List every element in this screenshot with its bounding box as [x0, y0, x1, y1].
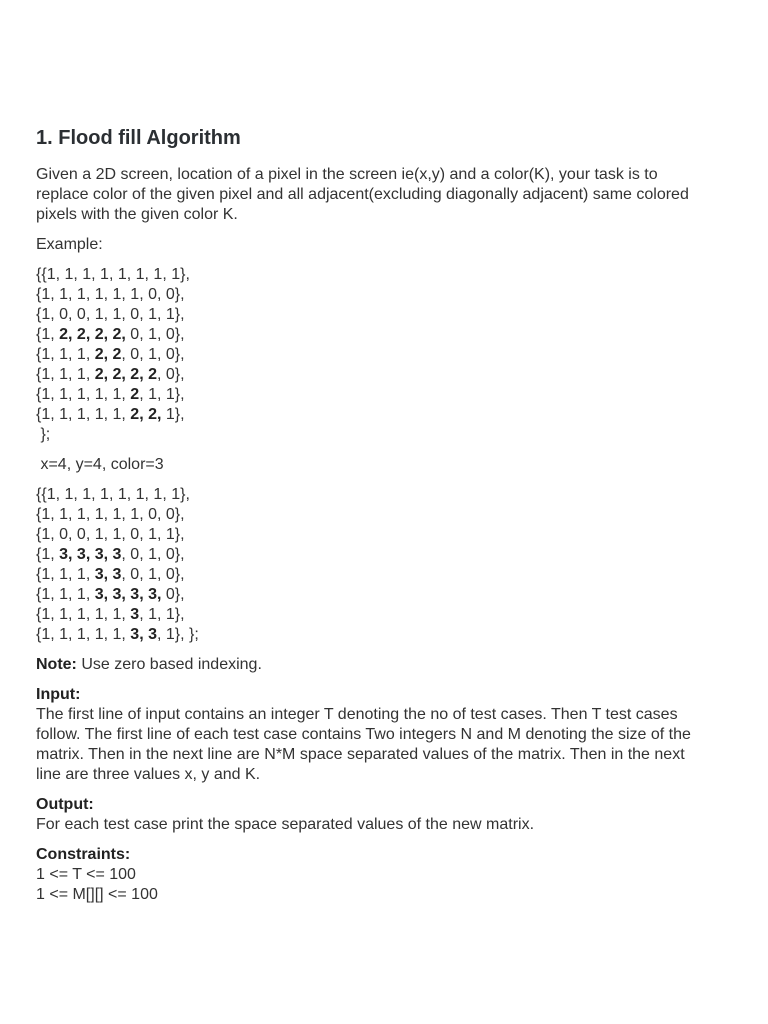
matrix-row	[36, 265, 696, 285]
note-label: Note:	[36, 656, 77, 673]
matrix-cells: };	[36, 426, 51, 443]
problem-description: Given a 2D screen, location of a pixel in the screen ie(x,y) and a color(K), your task is to replace color of the given pixel and all adjacent(excluding diagonally adjacent) same colored pixels with the given color K.	[36, 166, 689, 223]
matrix-row	[36, 585, 696, 605]
matrix-row	[36, 285, 696, 305]
constraints-section	[36, 845, 696, 905]
example-label: Example:	[36, 236, 103, 253]
matrix-highlight-cells: 3, 3	[94, 566, 122, 583]
matrix-cells: {1, 0, 0, 1, 1, 0, 1, 1},	[36, 526, 185, 543]
matrix-cells: {1, 1, 1, 1, 1,	[36, 626, 131, 643]
input-section-text: The first line of input contains an integer T denoting the no of test cases. Then T test cases follow. The first line of each test case contains Two integers N and M denoting the size of the matrix. Then in the next line are N*M space separated values of the matrix. Then in the next line are three values x, y and K.	[36, 706, 691, 783]
matrix-cells: {1, 0, 0, 1, 1, 0, 1, 1},	[36, 306, 185, 323]
constraint-line: 1 <= T <= 100	[36, 866, 136, 883]
matrix-row	[36, 565, 696, 585]
matrix-cells: {1, 1, 1,	[36, 586, 95, 603]
matrix-cells: {1, 1, 1, 1, 1,	[36, 386, 131, 403]
output-matrix	[36, 485, 696, 645]
matrix-cells: {1, 1, 1, 1, 1, 1, 0, 0},	[36, 286, 185, 303]
input-section-label: Input:	[36, 686, 81, 703]
matrix-cells: , 0, 1, 0},	[121, 546, 185, 563]
matrix-highlight-cells: 3	[130, 606, 140, 623]
matrix-cells: {1, 1, 1, 1, 1, 1, 0, 0},	[36, 506, 185, 523]
matrix-cells: {{1, 1, 1, 1, 1, 1, 1, 1},	[36, 486, 190, 503]
matrix-cells: {{1, 1, 1, 1, 1, 1, 1, 1},	[36, 266, 190, 283]
note-text: Use zero based indexing.	[76, 656, 262, 673]
input-matrix	[36, 265, 696, 445]
matrix-cells: {1,	[36, 326, 60, 343]
matrix-row	[36, 605, 696, 625]
matrix-row	[36, 305, 696, 325]
matrix-cells: {1, 1, 1,	[36, 366, 95, 383]
matrix-highlight-cells: 3, 3, 3, 3	[59, 546, 122, 563]
matrix-cells: 1},	[161, 406, 185, 423]
matrix-cells: , 0, 1, 0},	[121, 566, 185, 583]
matrix-cells: {1, 1, 1,	[36, 346, 95, 363]
output-section	[36, 795, 696, 835]
matrix-row	[36, 545, 696, 565]
matrix-row	[36, 325, 696, 345]
matrix-cells: , 1, 1},	[139, 606, 185, 623]
output-section-text: For each test case print the space separated values of the new matrix.	[36, 816, 535, 833]
matrix-highlight-cells: 3, 3	[130, 626, 157, 643]
matrix-cells: , 1}, };	[156, 626, 199, 643]
constraints-label: Constraints:	[36, 846, 131, 863]
matrix-cells: {1, 1, 1, 1, 1,	[36, 406, 131, 423]
matrix-row	[36, 505, 696, 525]
note-paragraph	[36, 655, 696, 675]
matrix-cells: , 0},	[156, 366, 185, 383]
input-section	[36, 685, 696, 785]
problem-document	[36, 126, 696, 915]
matrix-row	[36, 425, 696, 445]
page-title: 1. Flood fill Algorithm	[36, 127, 241, 149]
matrix-row	[36, 365, 696, 385]
matrix-cells: {1, 1, 1,	[36, 566, 95, 583]
matrix-cells: {1,	[36, 546, 60, 563]
matrix-row	[36, 405, 696, 425]
matrix-highlight-cells: 3, 3, 3, 3,	[94, 586, 162, 603]
matrix-highlight-cells: 2	[130, 386, 140, 403]
matrix-highlight-cells: 2, 2	[94, 346, 122, 363]
matrix-row	[36, 385, 696, 405]
matrix-cells: 0, 1, 0},	[125, 326, 185, 343]
constraint-line: 1 <= M[][] <= 100	[36, 886, 158, 903]
matrix-row	[36, 625, 696, 645]
example-params: x=4, y=4, color=3	[36, 456, 164, 473]
matrix-row	[36, 485, 696, 505]
matrix-highlight-cells: 2, 2, 2, 2	[94, 366, 157, 383]
matrix-cells: {1, 1, 1, 1, 1,	[36, 606, 131, 623]
output-section-label: Output:	[36, 796, 94, 813]
matrix-highlight-cells: 2, 2, 2, 2,	[59, 326, 126, 343]
matrix-row	[36, 345, 696, 365]
matrix-cells: , 0, 1, 0},	[121, 346, 185, 363]
matrix-row	[36, 525, 696, 545]
matrix-cells: 0},	[161, 586, 185, 603]
matrix-highlight-cells: 2, 2,	[130, 406, 162, 423]
matrix-cells: , 1, 1},	[139, 386, 185, 403]
